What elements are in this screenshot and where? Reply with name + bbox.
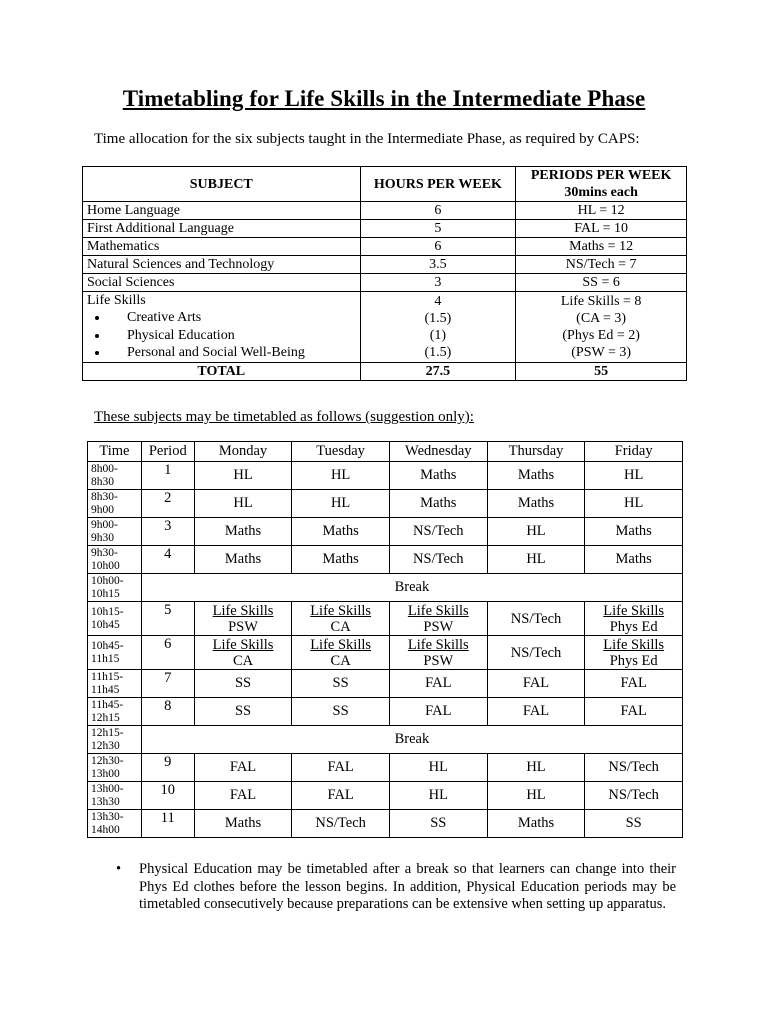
lesson-subject: Life Skills xyxy=(603,602,665,619)
allocation-row xyxy=(83,256,687,274)
lesson-cell xyxy=(585,636,683,670)
time-cell xyxy=(88,726,142,754)
time-start: 13h30- xyxy=(91,811,124,823)
subject-cell: Natural Sciences and Technology xyxy=(83,256,361,274)
time-cell xyxy=(88,462,142,490)
lesson-cell: Maths xyxy=(194,518,292,546)
lesson-cell xyxy=(585,602,683,636)
subject-cell: Home Language xyxy=(83,202,361,220)
lesson-cell: FAL xyxy=(292,754,390,782)
lesson-subject: Life Skills xyxy=(212,602,274,619)
intro-text: Time allocation for the six subjects taught in the Intermediate Phase, as required by CAPS: xyxy=(94,131,640,147)
note-text: Physical Education may be timetabled after a break so that learners can change into their Phys Ed clothes before the lesson begins. In addition, Physical Education periods may be timetabled consecutively because preparations can be extensive when setting up apparatus. xyxy=(139,861,676,912)
lesson-cell: HL xyxy=(389,782,487,810)
time-start: 11h15- xyxy=(91,671,124,683)
hours-cell: 5 xyxy=(360,220,516,238)
lesson-cell: SS xyxy=(585,810,683,838)
time-cell xyxy=(88,754,142,782)
period-cell: 5 xyxy=(141,602,194,636)
time-start: 9h00- xyxy=(91,519,118,531)
periods-value: (CA = 3) xyxy=(576,310,627,326)
time-end: 11h15 xyxy=(91,652,120,665)
time-start: 10h00- xyxy=(91,575,124,587)
time-end: 12h15 xyxy=(91,711,120,724)
lesson-cell: FAL xyxy=(487,698,585,726)
lesson-cell: HL xyxy=(487,546,585,574)
lesson-cell: HL xyxy=(487,782,585,810)
lesson-cell: HL xyxy=(389,754,487,782)
hours-cell: 3.5 xyxy=(360,256,516,274)
table-row xyxy=(88,636,683,670)
lesson-cell: SS xyxy=(292,670,390,698)
periods-cell: Maths = 12 xyxy=(516,238,687,256)
list-item: • Personal and Social Well-Being xyxy=(109,344,356,362)
lesson-subject: Life Skills xyxy=(407,602,469,619)
allocation-row xyxy=(83,238,687,256)
periods-cell xyxy=(516,292,687,363)
bullet-icon: • xyxy=(116,861,122,877)
time-end: 14h00 xyxy=(91,823,120,836)
lesson-cell: Maths xyxy=(389,490,487,518)
time-cell xyxy=(88,636,142,670)
lesson-cell: NS/Tech xyxy=(389,518,487,546)
lesson-cell xyxy=(487,636,585,670)
hours-cell xyxy=(360,292,516,363)
lesson-cell: FAL xyxy=(585,698,683,726)
lesson-cell: NS/Tech xyxy=(585,754,683,782)
period-cell: 1 xyxy=(141,462,194,490)
lesson-cell xyxy=(389,602,487,636)
lesson-cell: FAL xyxy=(487,670,585,698)
time-cell xyxy=(88,602,142,636)
time-cell xyxy=(88,574,142,602)
lesson-cell: SS xyxy=(389,810,487,838)
lesson-cell: Maths xyxy=(487,810,585,838)
allocation-row xyxy=(83,220,687,238)
allocation-row-life-skills xyxy=(83,292,687,363)
allocation-row xyxy=(83,202,687,220)
lesson-subject: NS/Tech xyxy=(510,610,562,627)
timetable-header-friday: Friday xyxy=(585,442,683,462)
time-end: 9h00 xyxy=(91,503,114,516)
time-end: 10h00 xyxy=(91,559,120,572)
lesson-cell: Maths xyxy=(487,490,585,518)
time-end: 10h15 xyxy=(91,587,120,600)
time-cell xyxy=(88,518,142,546)
period-cell: 10 xyxy=(141,782,194,810)
lesson-cell: HL xyxy=(194,462,292,490)
periods-cell: FAL = 10 xyxy=(516,220,687,238)
lesson-strand: CA xyxy=(330,618,351,635)
lesson-cell: NS/Tech xyxy=(389,546,487,574)
time-cell xyxy=(88,810,142,838)
time-start: 9h30- xyxy=(91,547,118,559)
timetable-header-thursday: Thursday xyxy=(487,442,585,462)
table-row xyxy=(88,574,683,602)
header-subject: SUBJECT xyxy=(83,167,361,202)
time-cell xyxy=(88,782,142,810)
periods-value: (Phys Ed = 2) xyxy=(562,327,640,343)
hours-cell: 6 xyxy=(360,202,516,220)
period-cell: 8 xyxy=(141,698,194,726)
timetable-header-tuesday: Tuesday xyxy=(292,442,390,462)
table-row xyxy=(88,782,683,810)
time-end: 10h45 xyxy=(91,618,120,631)
life-skills-list xyxy=(87,309,356,362)
list-item: • Physical Education xyxy=(109,327,356,345)
table-row xyxy=(88,602,683,636)
table-row xyxy=(88,698,683,726)
allocation-table xyxy=(82,166,687,381)
table-row xyxy=(88,726,683,754)
time-start: 8h00- xyxy=(91,463,118,475)
table-row xyxy=(88,490,683,518)
subject-cell: First Additional Language xyxy=(83,220,361,238)
table-row xyxy=(88,462,683,490)
lesson-strand: Phys Ed xyxy=(609,652,658,669)
timetable-intro: These subjects may be timetabled as follows (suggestion only): xyxy=(94,409,474,425)
lesson-subject: Life Skills xyxy=(212,636,274,653)
time-start: 10h45- xyxy=(91,640,124,652)
lesson-cell xyxy=(292,636,390,670)
lesson-subject: Life Skills xyxy=(310,602,372,619)
lesson-cell: FAL xyxy=(585,670,683,698)
periods-cell: SS = 6 xyxy=(516,274,687,292)
lesson-cell xyxy=(487,602,585,636)
lesson-cell: HL xyxy=(487,754,585,782)
time-start: 12h15- xyxy=(91,727,124,739)
period-cell: 4 xyxy=(141,546,194,574)
time-end: 13h00 xyxy=(91,767,120,780)
lesson-cell xyxy=(389,636,487,670)
lesson-cell: FAL xyxy=(194,782,292,810)
lesson-strand: PSW xyxy=(423,618,454,635)
lesson-strand: PSW xyxy=(423,652,454,669)
hours-value: (1.5) xyxy=(424,310,452,326)
time-start: 13h00- xyxy=(91,783,124,795)
hours-value: (1) xyxy=(429,327,447,343)
lesson-cell: HL xyxy=(585,490,683,518)
time-cell xyxy=(88,698,142,726)
subject-cell xyxy=(83,292,361,363)
note-bullet xyxy=(116,861,676,914)
time-start: 10h15- xyxy=(91,606,124,618)
hours-cell: 3 xyxy=(360,274,516,292)
hours-value: 4 xyxy=(434,293,442,309)
periods-value: Life Skills = 8 xyxy=(560,293,642,309)
periods-cell: NS/Tech = 7 xyxy=(516,256,687,274)
time-end: 8h30 xyxy=(91,475,114,488)
table-row xyxy=(88,754,683,782)
header-hours: HOURS PER WEEK xyxy=(360,167,516,202)
period-cell: 2 xyxy=(141,490,194,518)
timetable-header-monday: Monday xyxy=(194,442,292,462)
time-end: 9h30 xyxy=(91,531,114,544)
period-cell: 3 xyxy=(141,518,194,546)
lesson-cell: SS xyxy=(292,698,390,726)
table-row xyxy=(88,670,683,698)
lesson-strand: CA xyxy=(232,652,254,669)
lesson-cell: Maths xyxy=(292,546,390,574)
table-row xyxy=(88,518,683,546)
period-cell: 11 xyxy=(141,810,194,838)
lesson-subject: Life Skills xyxy=(310,636,372,653)
timetable-header-period: Period xyxy=(141,442,194,462)
period-cell: 9 xyxy=(141,754,194,782)
lesson-cell: Maths xyxy=(389,462,487,490)
allocation-row xyxy=(83,274,687,292)
allocation-header-row xyxy=(83,167,687,202)
break-cell: Break xyxy=(141,726,682,754)
header-periods: PERIODS PER WEEK 30mins each xyxy=(516,167,687,202)
subject-cell: Social Sciences xyxy=(83,274,361,292)
allocation-total-row xyxy=(83,362,687,380)
lesson-strand: CA xyxy=(330,652,351,669)
lesson-cell: FAL xyxy=(194,754,292,782)
lesson-cell: HL xyxy=(292,490,390,518)
time-cell xyxy=(88,490,142,518)
list-item: • Creative Arts xyxy=(109,309,356,327)
timetable-header-wednesday: Wednesday xyxy=(389,442,487,462)
lesson-cell: FAL xyxy=(389,698,487,726)
lesson-cell: SS xyxy=(194,698,292,726)
time-end: 13h30 xyxy=(91,795,120,808)
periods-cell: HL = 12 xyxy=(516,202,687,220)
lesson-cell: HL xyxy=(585,462,683,490)
lesson-cell: Maths xyxy=(292,518,390,546)
life-skills-label: Life Skills xyxy=(87,293,146,308)
timetable xyxy=(87,441,683,838)
time-cell xyxy=(88,670,142,698)
period-cell: 6 xyxy=(141,636,194,670)
time-start: 12h30- xyxy=(91,755,124,767)
hours-value: (1.5) xyxy=(424,344,452,360)
lesson-cell: NS/Tech xyxy=(585,782,683,810)
lesson-cell: Maths xyxy=(487,462,585,490)
lesson-cell: FAL xyxy=(292,782,390,810)
lesson-cell: HL xyxy=(292,462,390,490)
lesson-cell: Maths xyxy=(194,546,292,574)
lesson-cell: HL xyxy=(194,490,292,518)
time-cell xyxy=(88,546,142,574)
lesson-cell xyxy=(194,636,292,670)
hours-cell: 6 xyxy=(360,238,516,256)
lesson-subject: Life Skills xyxy=(407,636,469,653)
lesson-cell: Maths xyxy=(585,518,683,546)
lesson-cell: Maths xyxy=(585,546,683,574)
page-title: Timetabling for Life Skills in the Intermediate Phase xyxy=(122,86,646,111)
time-end: 12h30 xyxy=(91,739,120,752)
time-start: 11h45- xyxy=(91,699,124,711)
time-start: 8h30- xyxy=(91,491,118,503)
timetable-header-time: Time xyxy=(88,442,142,462)
lesson-strand: Phys Ed xyxy=(609,618,658,635)
total-periods: 55 xyxy=(516,362,687,380)
lesson-cell: Maths xyxy=(194,810,292,838)
lesson-cell xyxy=(292,602,390,636)
lesson-strand: PSW xyxy=(228,618,258,635)
total-hours: 27.5 xyxy=(360,362,516,380)
periods-value: (PSW = 3) xyxy=(571,344,632,360)
lesson-subject: Life Skills xyxy=(603,636,665,653)
lesson-cell: SS xyxy=(194,670,292,698)
lesson-cell: NS/Tech xyxy=(292,810,390,838)
subject-cell: Mathematics xyxy=(83,238,361,256)
table-row xyxy=(88,546,683,574)
lesson-subject: NS/Tech xyxy=(510,644,562,661)
total-label: TOTAL xyxy=(83,362,361,380)
timetable-header-row xyxy=(88,442,683,462)
lesson-cell xyxy=(194,602,292,636)
period-cell: 7 xyxy=(141,670,194,698)
lesson-cell: HL xyxy=(487,518,585,546)
break-cell: Break xyxy=(141,574,682,602)
table-row xyxy=(88,810,683,838)
lesson-cell: FAL xyxy=(389,670,487,698)
time-end: 11h45 xyxy=(91,683,120,696)
